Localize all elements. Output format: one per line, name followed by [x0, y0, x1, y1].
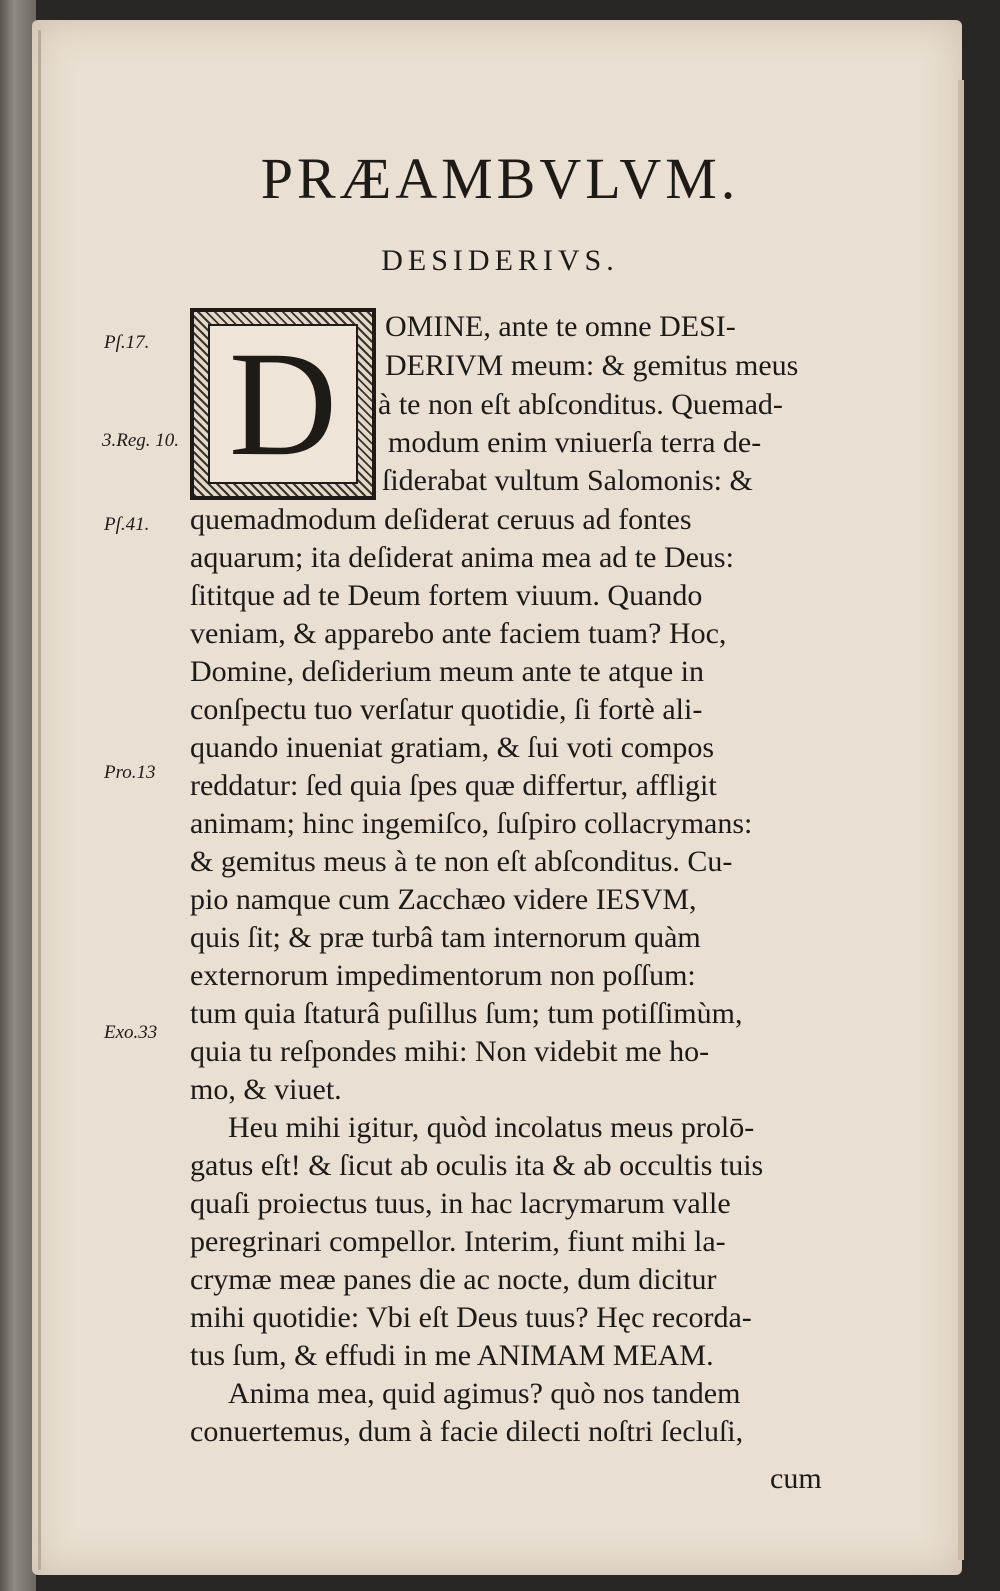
- initial-letter: D: [208, 324, 358, 484]
- page-edge: [958, 80, 964, 1560]
- text-line: modum enim vniuerſa terra de-: [388, 426, 762, 459]
- margin-note: Exo.33: [104, 1022, 158, 1043]
- text-line: ſiderabat vultum Salomonis: &: [382, 464, 753, 497]
- margin-note: 3.Reg. 10.: [102, 430, 180, 451]
- page-fold: [38, 30, 41, 1570]
- text-line: mihi quotidie: Vbi eſt Deus tuus? Hęc recorda-: [190, 1301, 752, 1334]
- text-line: tus ſum, & effudi in me ANIMAM MEAM.: [190, 1339, 714, 1372]
- text-line: quemadmodum deſiderat ceruus ad fontes: [190, 503, 692, 536]
- text-line: externorum impedimentorum non poſſum:: [190, 959, 696, 992]
- text-line: pio namque cum Zacchæo videre IESVM,: [190, 883, 697, 916]
- text-line: animam; hinc ingemiſco, ſuſpiro collacrymans:: [190, 807, 753, 840]
- catchword: cum: [770, 1462, 822, 1495]
- text-line: quis ſit; & præ turbâ tam internorum quàm: [190, 921, 701, 954]
- text-line: quando inueniat gratiam, & ſui voti compos: [190, 731, 715, 764]
- text-line: à te non eſt abſconditus. Quemad-: [378, 388, 783, 421]
- text-line: ſititque ad te Deum fortem viuum. Quando: [190, 579, 703, 612]
- text-line: Domine, deſiderium meum ante te atque in: [190, 655, 705, 688]
- text-line: Heu mihi igitur, quòd incolatus meus prolō-: [228, 1111, 755, 1144]
- decorated-initial: [190, 308, 376, 500]
- text-line: Anima mea, quid agimus? quò nos tandem: [228, 1377, 741, 1410]
- text-line: peregrinari compellor. Interim, fiunt mihi la-: [190, 1225, 726, 1258]
- text-line: DERIVM meum: & gemitus meus: [385, 349, 799, 382]
- text-line: OMINE, ante te omne DESI-: [385, 310, 736, 343]
- text-line: quaſi proiectus tuus, in hac lacrymarum valle: [190, 1187, 731, 1220]
- text-line: reddatur: ſed quia ſpes quæ differtur, affligit: [190, 769, 717, 802]
- text-line: crymæ meæ panes die ac nocte, dum dicitur: [190, 1263, 717, 1296]
- page-title: PRÆAMBVLVM.: [260, 146, 740, 211]
- text-line: conuertemus, dum à facie dilecti noſtri ſecluſi,: [190, 1415, 744, 1448]
- text-line: & gemitus meus à te non eſt abſconditus. Cu-: [190, 845, 733, 878]
- margin-note: Pſ.41.: [104, 514, 150, 535]
- text-line: gatus eſt! & ſicut ab oculis ita & ab occultis tuis: [190, 1149, 764, 1182]
- text-line: aquarum; ita deſiderat anima mea ad te Deus:: [190, 541, 734, 574]
- book-spine: [0, 0, 36, 1591]
- section-heading: DESIDERIVS.: [381, 244, 619, 277]
- margin-note: Pro.13: [104, 762, 156, 783]
- text-line: mo, & viuet.: [190, 1073, 342, 1106]
- text-line: tum quia ſtaturâ puſillus ſum; tum potiſſimùm,: [190, 997, 743, 1030]
- text-line: quia tu reſpondes mihi: Non videbit me ho-: [190, 1035, 710, 1068]
- margin-note: Pſ.17.: [104, 332, 150, 353]
- text-line: conſpectu tuo verſatur quotidie, ſi fortè ali-: [190, 693, 703, 726]
- text-line: veniam, & apparebo ante faciem tuam? Hoc,: [190, 617, 727, 650]
